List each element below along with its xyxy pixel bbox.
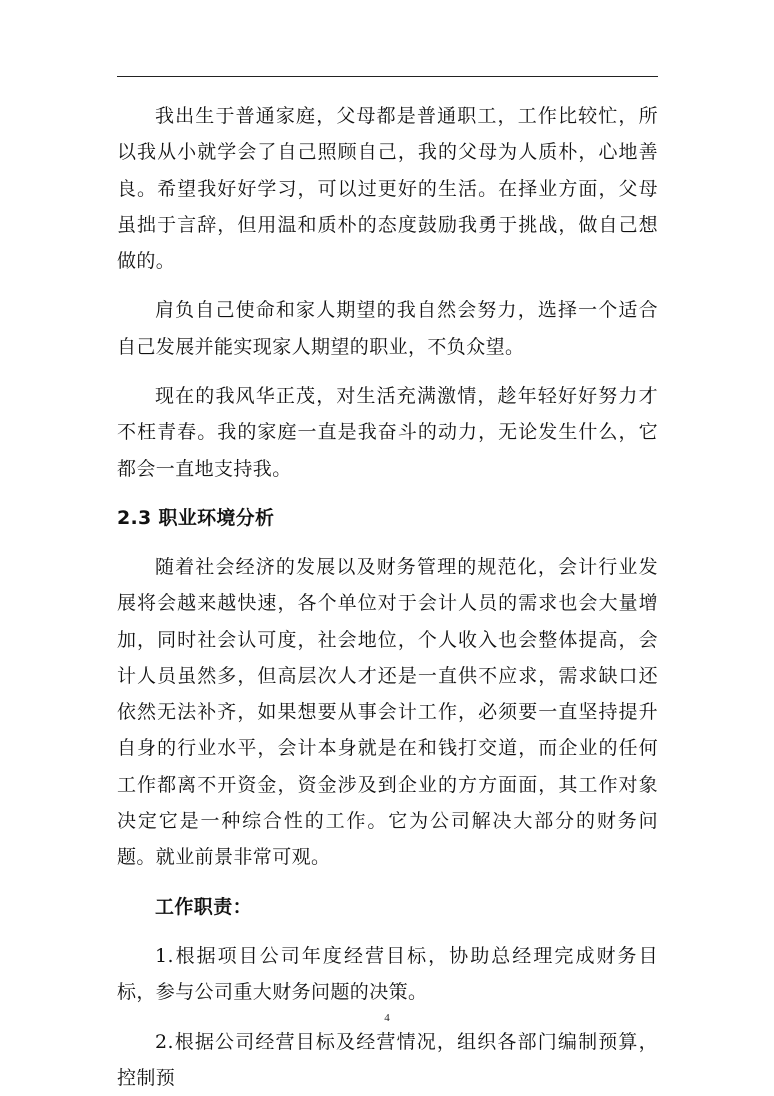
paragraph-youth-motivation: 现在的我风华正茂，对生活充满激情，趁年轻好好努力才不枉青春。我的家庭一直是我奋斗的动力，无论发生什么，它都会一直地支持我。 xyxy=(117,385,658,480)
document-body xyxy=(117,98,658,1096)
section-heading-career-environment: 2.3 职业环境分析 xyxy=(117,506,275,529)
paragraph-family-background: 我出生于普通家庭，父母都是普通职工，工作比较忙，所以我从小就学会了自己照顾自己，我的父母为人质朴，心地善良。希望我好好学习，可以过更好的生活。在择业方面，父母虽拙于言辞，但用温和质朴的态度鼓励我勇于挑战，做自己想做的。 xyxy=(117,105,658,273)
duties-label: 工作职责： xyxy=(155,895,253,918)
paragraph-career-environment: 随着社会经济的发展以及财务管理的规范化，会计行业发展将会越来越快速，各个单位对于会计人员的需求也会大量增加，同时社会认可度，社会地位，个人收入也会整体提高，会计人员虽然多，但高层次人才还是一直供不应求，需求缺口还依然无法补齐，如果想要从事会计工作，必须要一直坚持提升自身的行业水平，会计本身就是在和钱打交道，而企业的任何工作都离不开资金，资金涉及到企业的方方面面，其工作对象决定它是一种综合性的工作。它为公司解决大部分的财务问题。就业前景非常可观。 xyxy=(117,555,658,869)
duty-item-1: 1.根据项目公司年度经营目标，协助总经理完成财务目标，参与公司重大财务问题的决策。 xyxy=(117,944,658,1004)
duty-item-2: 2.根据公司经营目标及经营情况，组织各部门编制预算，控制预 xyxy=(117,1030,658,1089)
page-number: 4 xyxy=(384,1012,390,1024)
header-rule xyxy=(117,76,658,77)
paragraph-family-expectation: 肩负自己使命和家人期望的我自然会努力，选择一个适合自己发展并能实现家人期望的职业，不负众望。 xyxy=(117,299,658,358)
